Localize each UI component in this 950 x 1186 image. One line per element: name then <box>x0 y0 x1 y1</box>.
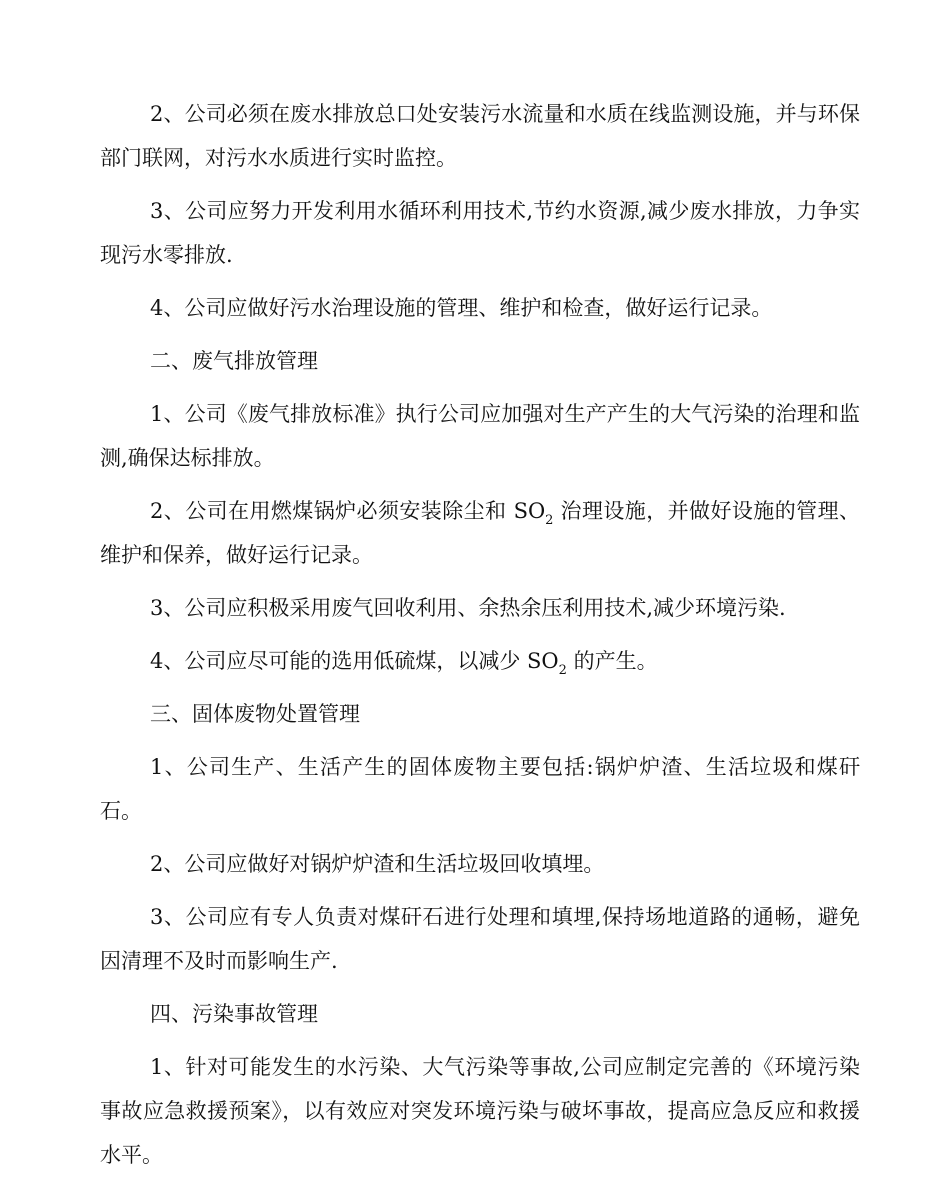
paragraph-slag-garbage-landfill: 2、公司应做好对锅炉炉渣和生活垃圾回收填埋。 <box>150 852 605 876</box>
paragraph-solid-waste-types: 1、公司生产、生活产生的固体废物主要包括:锅炉炉渣、生活垃圾和煤矸石。 <box>100 755 860 823</box>
text-fragment: 治理设施，并做好设施的管理、维护和保养，做好运行记录。 <box>100 499 860 567</box>
paragraph-waste-heat-recovery: 3、公司应积极采用废气回收利用、余热余压利用技术,减少环境污染. <box>150 596 786 620</box>
paragraph-wastewater-monitoring: 2、公司必须在废水排放总口处安装污水流量和水质在线监测设施，并与环保部门联网，对污水水质进行实时监控。 <box>100 102 860 170</box>
paragraph-emergency-plan: 1、针对可能发生的水污染、大气污染等事故,公司应制定完善的《环境污染事故应急救援预案》，以有效应对突发环境污染与破坏事故，提高应急反应和救援水平。 <box>100 1055 860 1167</box>
subscript-2: 2 <box>545 513 554 528</box>
subscript-2: 2 <box>558 663 567 678</box>
text-fragment: 2、公司在用燃煤锅炉必须安装除尘和 SO <box>150 499 546 523</box>
document-page <box>100 92 860 1186</box>
paragraph-sewage-facility-maintenance: 4、公司应做好污水治理设施的管理、维护和检查，做好运行记录。 <box>150 296 773 320</box>
paragraph-water-recycling: 3、公司应努力开发利用水循环利用技术,节约水资源,减少废水排放，力争实现污水零排放. <box>100 199 860 267</box>
text-fragment: 4、公司应尽可能的选用低硫煤，以减少 SO <box>150 649 559 673</box>
section-heading-exhaust-gas: 二、废气排放管理 <box>150 349 318 373</box>
paragraph-exhaust-standard: 1、公司《废气排放标准》执行公司应加强对生产产生的大气污染的治理和监测,确保达标排放。 <box>100 402 860 470</box>
paragraph-boiler-so2-treatment <box>100 489 860 577</box>
section-heading-pollution-accident: 四、污染事故管理 <box>150 1002 318 1026</box>
text-fragment: 的产生。 <box>566 649 658 673</box>
paragraph-low-sulfur-coal <box>100 639 860 683</box>
paragraph-coal-gangue-handling: 3、公司应有专人负责对煤矸石进行处理和填埋,保持场地道路的通畅，避免因清理不及时而影响生产. <box>100 905 860 973</box>
section-heading-solid-waste: 三、固体废物处置管理 <box>150 702 360 726</box>
